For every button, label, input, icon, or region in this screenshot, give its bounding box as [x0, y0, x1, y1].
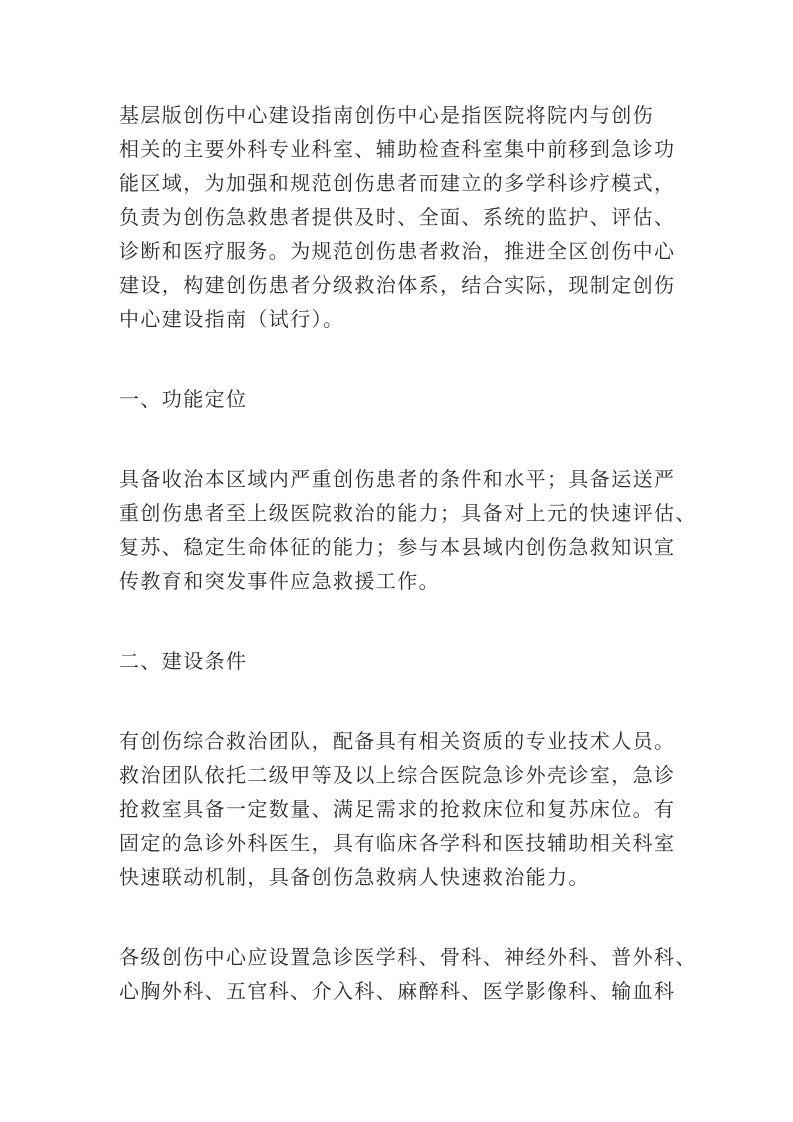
- text-line: 传教育和突发事件应急救援工作。: [119, 569, 440, 593]
- document-page: [119, 98, 697, 1008]
- conditions-paragraph: [119, 724, 689, 894]
- departments-paragraph: [119, 940, 697, 1008]
- text-line: 重创伤患者至上级医院救治的能力；具备对上元的快速评估、: [119, 501, 697, 525]
- text-line: 有创伤综合救治团队，配备具有相关资质的专业技术人员。: [119, 729, 676, 753]
- text-line: 复苏、稳定生命体征的能力；参与本县域内创伤急救知识宣: [119, 535, 676, 559]
- text-line: 抢救室具备一定数量、满足需求的抢救床位和复苏床位。有: [119, 797, 676, 821]
- intro-paragraph: [119, 98, 689, 336]
- text-line: 心胸外科、五官科、介入科、麻醉科、医学影像科、输血科: [119, 979, 676, 1003]
- function-paragraph: [119, 462, 697, 598]
- text-line: 能区域，为加强和规范创伤患者而建立的多学科诊疗模式，: [119, 171, 676, 195]
- text-line: 基层版创伤中心建设指南创伤中心是指医院将院内与创伤: [119, 103, 654, 127]
- section-heading-function: 一、功能定位: [119, 387, 248, 411]
- text-line: 相关的主要外科专业科室、辅助检查科室集中前移到急诊功: [119, 137, 676, 161]
- section-heading-conditions: 二、建设条件: [119, 649, 248, 673]
- text-line: 救治团队依托二级甲等及以上综合医院急诊外壳诊室，急诊: [119, 763, 676, 787]
- text-line: 快速联动机制，具备创伤急救病人快速救治能力。: [119, 865, 590, 889]
- text-line: 建设，构建创伤患者分级救治体系，结合实际，现制定创伤: [119, 273, 676, 297]
- text-line: 诊断和医疗服务。为规范创伤患者救治，推进全区创伤中心: [119, 239, 676, 263]
- text-line: 固定的急诊外科医生，具有临床各学科和医技辅助相关科室: [119, 831, 676, 855]
- text-line: 具备收治本区域内严重创伤患者的条件和水平；具备运送严: [119, 467, 676, 491]
- text-line: 各级创伤中心应设置急诊医学科、骨科、神经外科、普外科、: [119, 945, 697, 969]
- text-line: 中心建设指南（试行）。: [119, 307, 345, 331]
- text-line: 负责为创伤急救患者提供及时、全面、系统的监护、评估、: [119, 205, 676, 229]
